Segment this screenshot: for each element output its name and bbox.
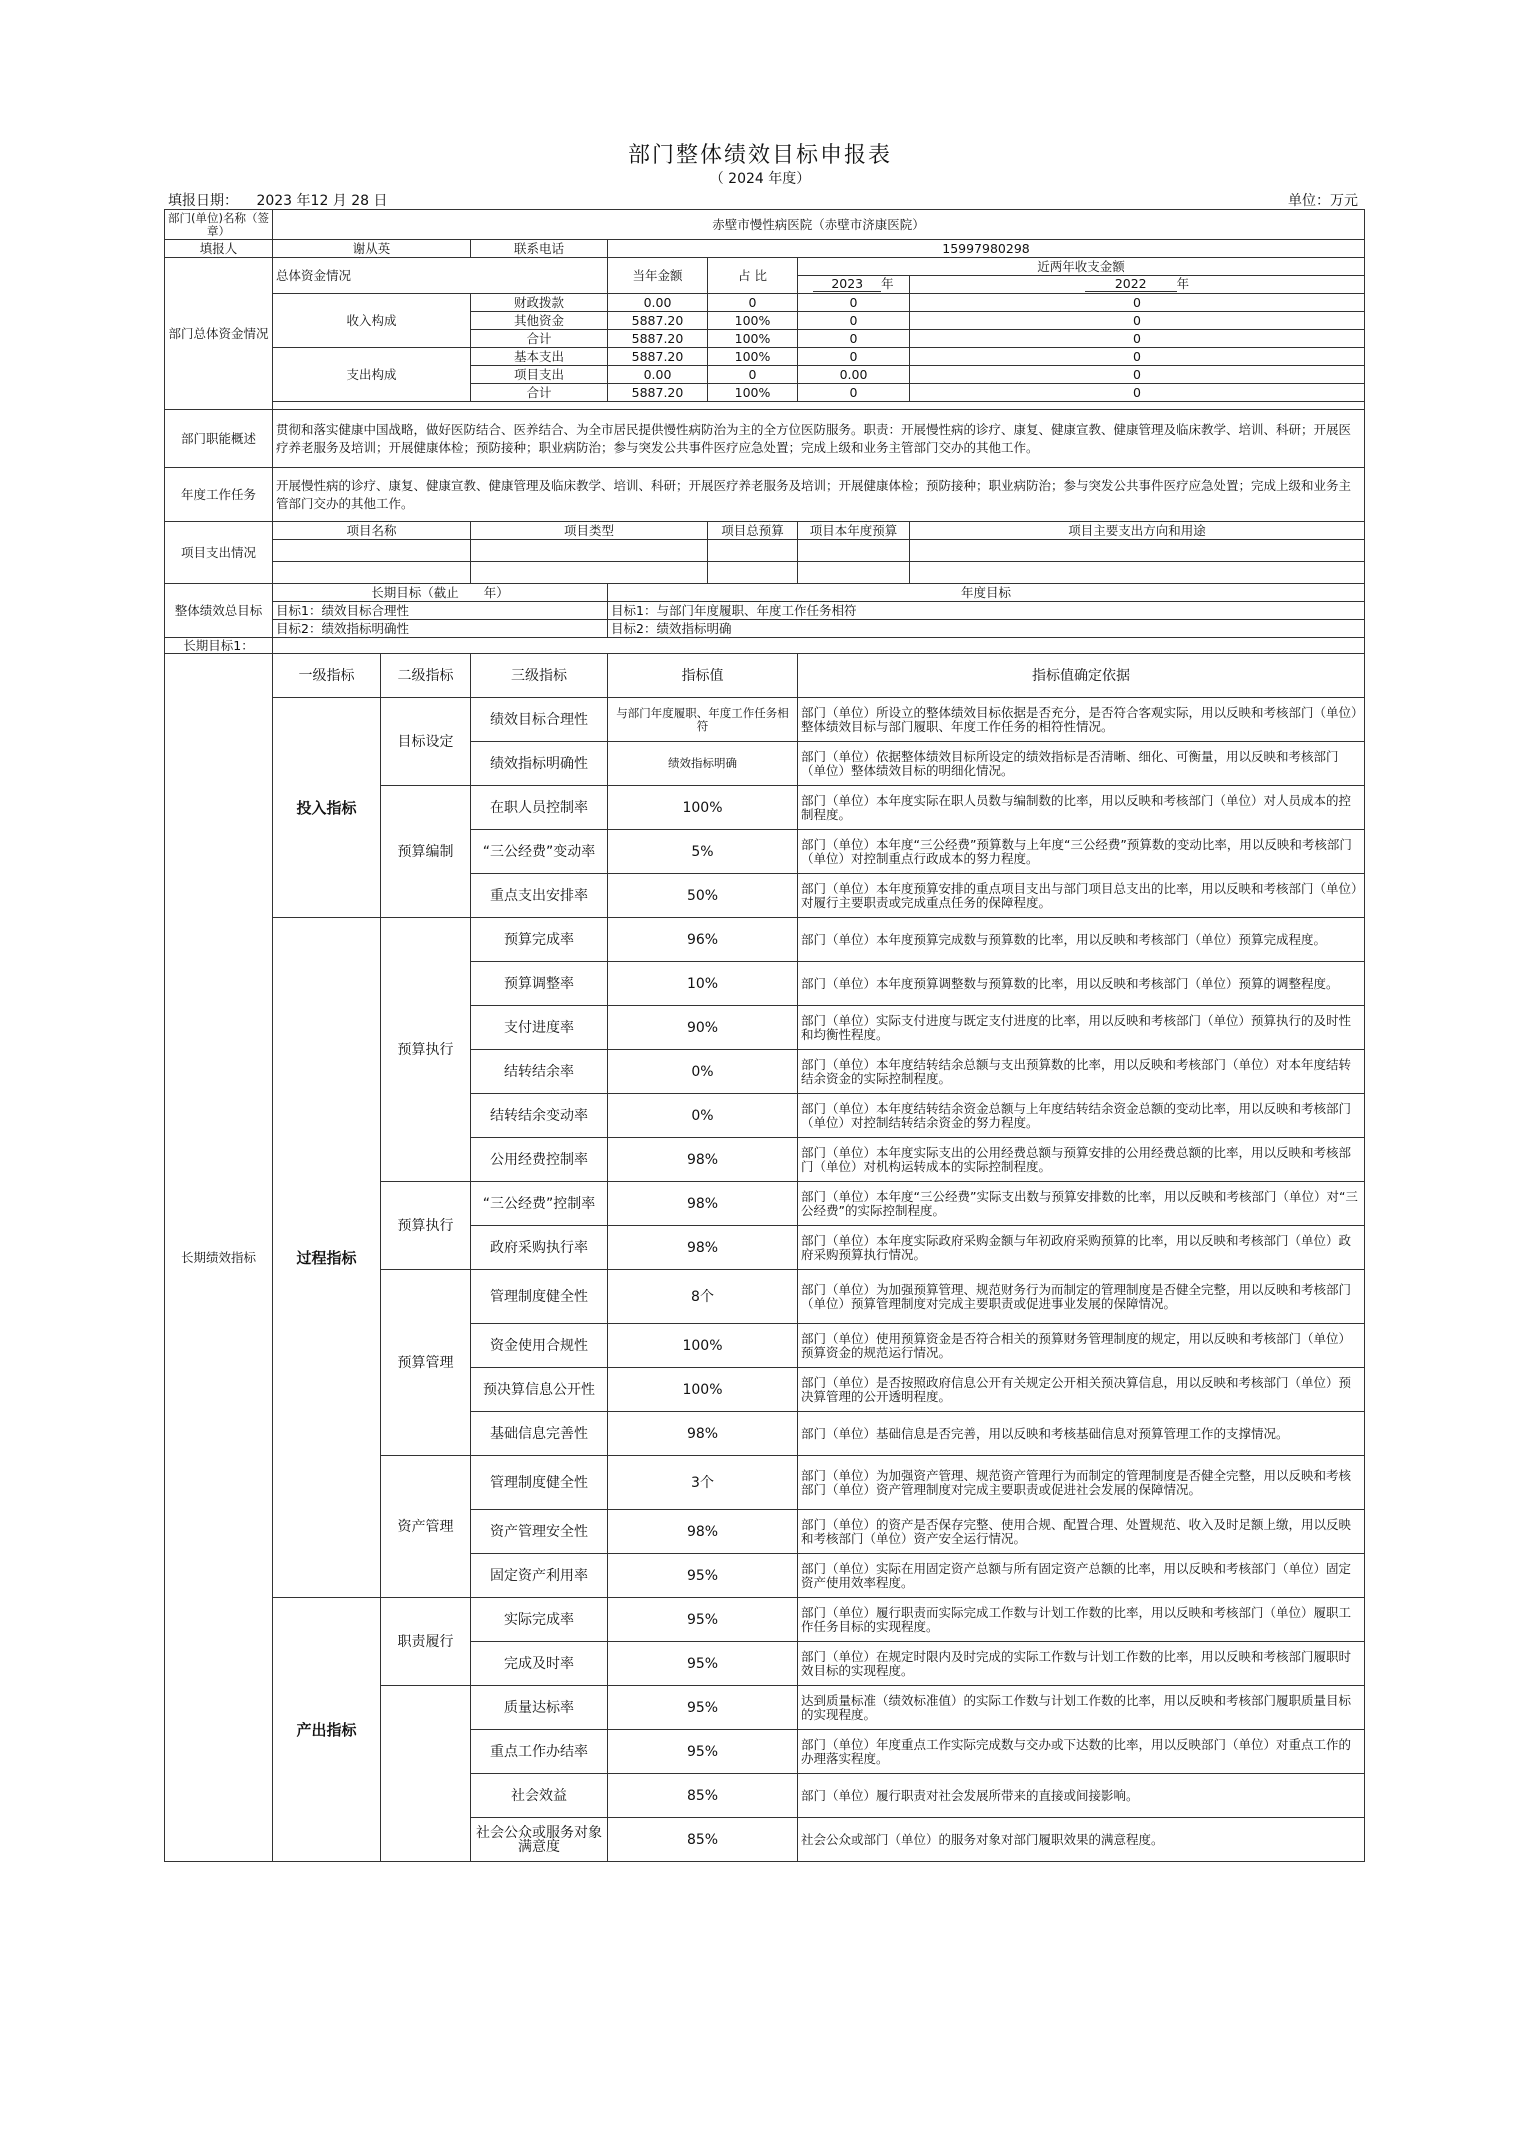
annual-goal-header: 年度目标 [608, 584, 1365, 602]
indicator-value: 90% [608, 1006, 798, 1050]
year1-header: 2023 年 [798, 276, 910, 294]
level3-name: 公用经费控制率 [471, 1138, 608, 1182]
level2-target-setting: 目标设定 [381, 698, 471, 786]
indicator-value: 95% [608, 1730, 798, 1774]
annual-task-text: 开展慢性病的诊疗、康复、健康宣教、健康管理及临床教学、培训、科研；开展医疗养老服务及培训；开展健康体检；预防接种；职业病防治；参与突发公共事件医疗应急处置；完成上级和业务主管部门交办的其他工作。 [273, 468, 1365, 522]
phone-number: 15997980298 [608, 240, 1365, 258]
fill-date-label: 填报日期： [168, 193, 238, 209]
indicators-section-label: 长期绩效指标 [165, 654, 273, 1862]
indicator-basis: 部门（单位）依据整体绩效目标所设定的绩效指标是否清晰、细化、可衡量，用以反映和考核部门（单位）整体绩效目标的明细化情况。 [798, 742, 1365, 786]
indicator-basis: 部门（单位）本年度结转结余总额与支出预算数的比率，用以反映和考核部门（单位）对本年度结转结余资金的实际控制程度。 [798, 1050, 1365, 1094]
indicator-basis: 社会公众或部门（单位）的服务对象对部门履职效果的满意程度。 [798, 1818, 1365, 1862]
income-item: 其他资金 [471, 312, 608, 330]
income-row [165, 294, 1365, 312]
expense-label: 支出构成 [273, 348, 471, 402]
expense-share: 100% [708, 384, 798, 402]
indicator-value: 100% [608, 786, 798, 830]
expense-amount: 0.00 [608, 366, 708, 384]
indicator-value: 98% [608, 1138, 798, 1182]
income-item: 财政拨款 [471, 294, 608, 312]
indicator-basis: 部门（单位）为加强资产管理、规范资产管理行为而制定的管理制度是否健全完整，用以反映和考核部门（单位）资产管理制度对完成主要职责或促进社会发展的保障情况。 [798, 1456, 1365, 1510]
income-share: 100% [708, 312, 798, 330]
funds-spacer [273, 402, 1365, 410]
expense-item: 项目支出 [471, 366, 608, 384]
level3-name: 管理制度健全性 [471, 1270, 608, 1324]
income-amount: 5887.20 [608, 312, 708, 330]
indicator-value: 绩效指标明确 [608, 742, 798, 786]
expense-year2: 0 [910, 348, 1365, 366]
indicator-value: 85% [608, 1818, 798, 1862]
indicator-value: 98% [608, 1412, 798, 1456]
report-year: （ 2024 年度） [709, 171, 811, 187]
indicator-basis: 部门（单位）本年度“三公经费”预算数与上年度“三公经费”预算数的变动比率，用以反映和考核部门（单位）对控制重点行政成本的努力程度。 [798, 830, 1365, 874]
dept-name-label: 部门(单位)名称（签章） [165, 210, 273, 240]
level3-name: 预算完成率 [471, 918, 608, 962]
income-amount: 5887.20 [608, 330, 708, 348]
annual-goal-2: 目标2：绩效指标明确 [608, 620, 1365, 638]
indicator-value: 与部门年度履职、年度工作任务相符 [608, 698, 798, 742]
level1-header: 一级指标 [273, 654, 381, 698]
level3-name: “三公经费”控制率 [471, 1182, 608, 1226]
level3-name: 社会效益 [471, 1774, 608, 1818]
indicator-value: 3个 [608, 1456, 798, 1510]
level3-name: 在职人员控制率 [471, 786, 608, 830]
income-year2: 0 [910, 294, 1365, 312]
fill-date: 2023 年12 月 28 日 [256, 193, 388, 209]
level3-name: 资产管理安全性 [471, 1510, 608, 1554]
income-item: 合计 [471, 330, 608, 348]
indicator-value: 95% [608, 1554, 798, 1598]
indicator-value: 98% [608, 1510, 798, 1554]
expense-year1: 0 [798, 348, 910, 366]
indicator-basis: 部门（单位）本年度预算完成数与预算数的比率，用以反映和考核部门（单位）预算完成程度。 [798, 918, 1365, 962]
projects-label: 项目支出情况 [165, 522, 273, 584]
indicator-basis: 部门（单位）所设立的整体绩效目标依据是否充分，是否符合客观实际，用以反映和考核部门（单位）整体绩效目标与部门履职、年度工作任务的相符性情况。 [798, 698, 1365, 742]
indicator-value: 98% [608, 1226, 798, 1270]
performance-table [164, 209, 1365, 1862]
long-goal-1: 目标1：绩效目标合理性 [273, 602, 608, 620]
level2-duty: 职责履行 [381, 1598, 471, 1686]
indicator-value: 10% [608, 962, 798, 1006]
long-goal1-label: 长期目标1： [165, 638, 273, 654]
income-year1: 0 [798, 312, 910, 330]
level3-name: 管理制度健全性 [471, 1456, 608, 1510]
level3-name: 结转结余变动率 [471, 1094, 608, 1138]
level3-name: 重点支出安排率 [471, 874, 608, 918]
indicator-value: 100% [608, 1368, 798, 1412]
income-amount: 0.00 [608, 294, 708, 312]
level2-budget-prep: 预算编制 [381, 786, 471, 918]
phone-label: 联系电话 [471, 240, 608, 258]
level3-header: 三级指标 [471, 654, 608, 698]
annual-task-label: 年度工作任务 [165, 468, 273, 522]
level2-blank [381, 1686, 471, 1862]
current-amount-header: 当年金额 [608, 258, 708, 294]
level3-name: 绩效目标合理性 [471, 698, 608, 742]
fill-date-row [168, 190, 388, 210]
income-year2: 0 [910, 312, 1365, 330]
indicator-basis: 部门（单位）本年度实际政府采购金额与年初政府采购预算的比率，用以反映和考核部门（单位）政府采购预算执行情况。 [798, 1226, 1365, 1270]
unit-label: 单位：万元 [1288, 193, 1358, 209]
indicator-basis: 部门（单位）实际在用固定资产总额与所有固定资产总额的比率，用以反映和考核部门（单位）固定资产使用效率程度。 [798, 1554, 1365, 1598]
level3-name: 预决算信息公开性 [471, 1368, 608, 1412]
indicator-value: 98% [608, 1182, 798, 1226]
income-year2: 0 [910, 330, 1365, 348]
indicator-value: 50% [608, 874, 798, 918]
project-name-header: 项目名称 [273, 522, 471, 540]
level2-budget-mgmt: 预算管理 [381, 1270, 471, 1456]
project-row [165, 562, 1365, 584]
expense-year1: 0.00 [798, 366, 910, 384]
indicator-basis: 部门（单位）使用预算资金是否符合相关的预算财务管理制度的规定，用以反映和考核部门（单位）预算资金的规范运行情况。 [798, 1324, 1365, 1368]
project-type-header: 项目类型 [471, 522, 708, 540]
level3-name: 政府采购执行率 [471, 1226, 608, 1270]
level3-name: 绩效指标明确性 [471, 742, 608, 786]
value-header: 指标值 [608, 654, 798, 698]
indicator-basis: 部门（单位）本年度“三公经费”实际支出数与预算安排数的比率，用以反映和考核部门（单位）对“三公经费”的实际控制程度。 [798, 1182, 1365, 1226]
income-label: 收入构成 [273, 294, 471, 348]
level1-input: 投入指标 [273, 698, 381, 918]
duty-text: 贯彻和落实健康中国战略，做好医防结合、医养结合、为全市居民提供慢性病防治为主的全方位医防服务。职责：开展慢性病的诊疗、康复、健康宣教、健康管理及临床教学、培训、科研；开展医疗养老服务及培训；开展健康体检；预防接种；职业病防治；参与突发公共事件医疗应急处置；完成上级和业务主管部门交办的其他工作。 [273, 410, 1365, 468]
funds-section-label: 部门总体资金情况 [165, 258, 273, 410]
reporter-name: 谢从英 [273, 240, 471, 258]
level3-name: 实际完成率 [471, 1598, 608, 1642]
goals-label: 整体绩效总目标 [165, 584, 273, 638]
expense-year1: 0 [798, 384, 910, 402]
basis-header: 指标值确定依据 [798, 654, 1365, 698]
level3-name: 固定资产利用率 [471, 1554, 608, 1598]
income-share: 100% [708, 330, 798, 348]
level3-name: 社会公众或服务对象满意度 [471, 1818, 608, 1862]
project-annual-header: 项目本年度预算 [798, 522, 910, 540]
level3-name: 预算调整率 [471, 962, 608, 1006]
indicator-basis: 部门（单位）本年度实际在职人员数与编制数的比率，用以反映和考核部门（单位）对人员成本的控制程度。 [798, 786, 1365, 830]
indicator-basis: 部门（单位）本年度预算安排的重点项目支出与部门项目总支出的比率，用以反映和考核部门（单位）对履行主要职责或完成重点任务的保障程度。 [798, 874, 1365, 918]
level2-budget-exec-2: 预算执行 [381, 1182, 471, 1270]
expense-row [165, 348, 1365, 366]
indicator-basis: 部门（单位）本年度预算调整数与预算数的比率，用以反映和考核部门（单位）预算的调整程度。 [798, 962, 1365, 1006]
long-goal1-value [273, 638, 1365, 654]
indicator-value: 0% [608, 1094, 798, 1138]
long-goal-2: 目标2：绩效指标明确性 [273, 620, 608, 638]
indicator-value: 8个 [608, 1270, 798, 1324]
level3-name: 结转结余率 [471, 1050, 608, 1094]
level3-name: 完成及时率 [471, 1642, 608, 1686]
level2-asset-mgmt: 资产管理 [381, 1456, 471, 1598]
expense-year2: 0 [910, 384, 1365, 402]
indicator-value: 95% [608, 1598, 798, 1642]
project-usage-header: 项目主要支出方向和用途 [910, 522, 1365, 540]
level3-name: 质量达标率 [471, 1686, 608, 1730]
project-total-header: 项目总预算 [708, 522, 798, 540]
level3-name: 重点工作办结率 [471, 1730, 608, 1774]
level2-header: 二级指标 [381, 654, 471, 698]
recent-years-header: 近两年收支金额 [798, 258, 1365, 276]
expense-amount: 5887.20 [608, 348, 708, 366]
expense-item: 合计 [471, 384, 608, 402]
funds-total-label: 总体资金情况 [273, 258, 608, 294]
expense-year2: 0 [910, 366, 1365, 384]
indicator-basis: 部门（单位）是否按照政府信息公开有关规定公开相关预决算信息，用以反映和考核部门（单位）预决算管理的公开透明程度。 [798, 1368, 1365, 1412]
indicator-basis: 部门（单位）本年度结转结余资金总额与上年度结转结余资金总额的变动比率，用以反映和考核部门（单位）对控制结转结余资金的努力程度。 [798, 1094, 1365, 1138]
level3-name: 支付进度率 [471, 1006, 608, 1050]
income-year1: 0 [798, 294, 910, 312]
indicator-basis: 部门（单位）的资产是否保存完整、使用合规、配置合理、处置规范、收入及时足额上缴，用以反映和考核部门（单位）资产安全运行情况。 [798, 1510, 1365, 1554]
indicator-basis: 部门（单位）实际支付进度与既定支付进度的比率，用以反映和考核部门（单位）预算执行的及时性和均衡性程度。 [798, 1006, 1365, 1050]
income-year1: 0 [798, 330, 910, 348]
indicator-value: 0% [608, 1050, 798, 1094]
expense-share: 0 [708, 366, 798, 384]
year2-header: 2022 年 [910, 276, 1365, 294]
level3-name: 资金使用合规性 [471, 1324, 608, 1368]
indicator-basis: 部门（单位）在规定时限内及时完成的实际工作数与计划工作数的比率，用以反映和考核部门履职时效目标的实现程度。 [798, 1642, 1365, 1686]
expense-amount: 5887.20 [608, 384, 708, 402]
duty-label: 部门职能概述 [165, 410, 273, 468]
indicator-value: 96% [608, 918, 798, 962]
indicator-value: 95% [608, 1686, 798, 1730]
reporter-label: 填报人 [165, 240, 273, 258]
indicator-basis: 部门（单位）年度重点工作实际完成数与交办或下达数的比率，用以反映部门（单位）对重点工作的办理落实程度。 [798, 1730, 1365, 1774]
dept-name: 赤壁市慢性病医院（赤壁市济康医院） [273, 210, 1365, 240]
indicator-value: 95% [608, 1642, 798, 1686]
income-share: 0 [708, 294, 798, 312]
indicator-basis: 部门（单位）本年度实际支出的公用经费总额与预算安排的公用经费总额的比率，用以反映和考核部门（单位）对机构运转成本的实际控制程度。 [798, 1138, 1365, 1182]
indicator-basis: 部门（单位）履行职责对社会发展所带来的直接或间接影响。 [798, 1774, 1365, 1818]
expense-item: 基本支出 [471, 348, 608, 366]
long-goal-header: 长期目标（截止 年） [273, 584, 608, 602]
level1-output: 产出指标 [273, 1598, 381, 1862]
indicator-basis: 部门（单位）基础信息是否完善，用以反映和考核基础信息对预算管理工作的支撑情况。 [798, 1412, 1365, 1456]
indicator-basis: 部门（单位）履行职责而实际完成工作数与计划工作数的比率，用以反映和考核部门（单位）履职工作任务目标的实现程度。 [798, 1598, 1365, 1642]
level3-name: “三公经费”变动率 [471, 830, 608, 874]
indicator-value: 5% [608, 830, 798, 874]
indicator-value: 100% [608, 1324, 798, 1368]
level1-process: 过程指标 [273, 918, 381, 1598]
annual-goal-1: 目标1：与部门年度履职、年度工作任务相符 [608, 602, 1365, 620]
level2-budget-exec: 预算执行 [381, 918, 471, 1182]
level3-name: 基础信息完善性 [471, 1412, 608, 1456]
expense-share: 100% [708, 348, 798, 366]
project-row [165, 540, 1365, 562]
indicator-value: 85% [608, 1774, 798, 1818]
share-header: 占 比 [708, 258, 798, 294]
report-title: 部门整体绩效目标申报表 [627, 143, 892, 168]
indicator-basis: 达到质量标准（绩效标准值）的实际工作数与计划工作数的比率，用以反映和考核部门履职质量目标的实现程度。 [798, 1686, 1365, 1730]
indicator-basis: 部门（单位）为加强预算管理、规范财务行为而制定的管理制度是否健全完整，用以反映和考核部门（单位）预算管理制度对完成主要职责或促进事业发展的保障情况。 [798, 1270, 1365, 1324]
